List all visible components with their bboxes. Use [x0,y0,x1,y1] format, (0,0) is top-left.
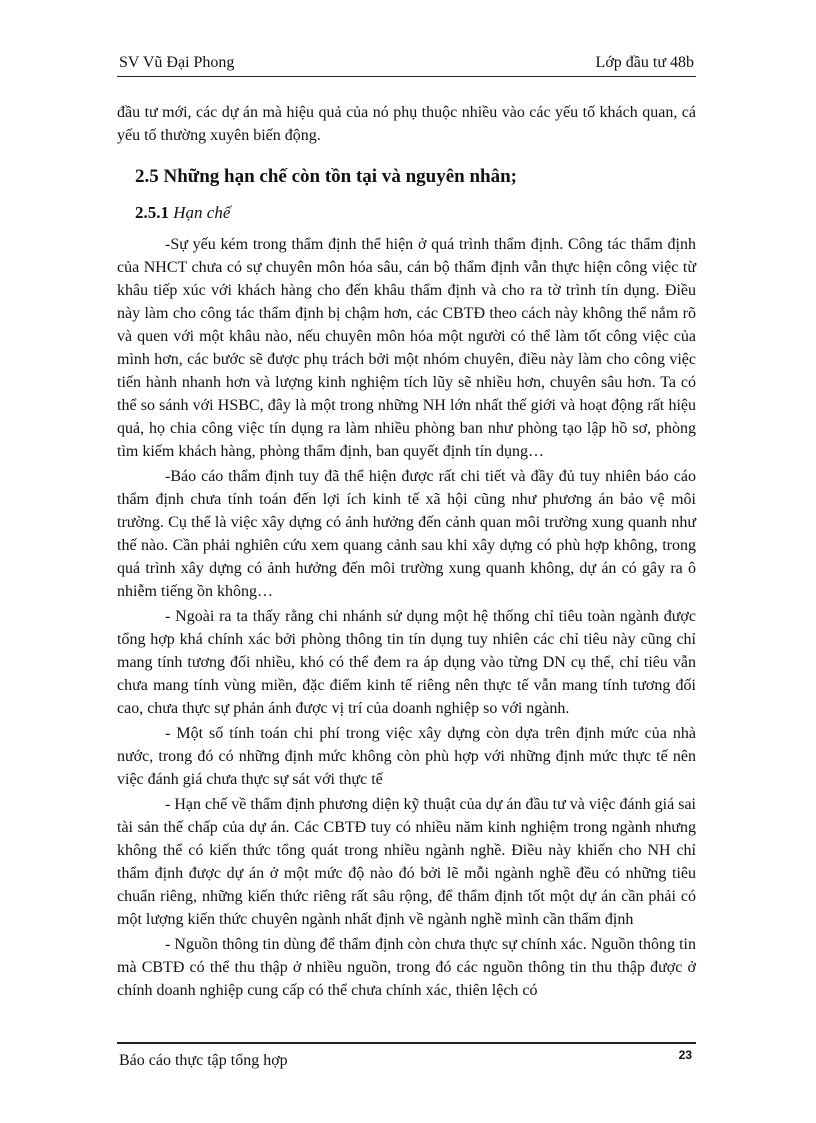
body-paragraph: - Một số tính toán chi phí trong việc xây dựng còn dựa trên định mức của nhà nước, trong đó có những định mức không còn phù hợp với những định mức thực tế nên việc đánh giá chưa thực sự sát với thực tế [117,725,696,788]
body-paragraph: - Nguồn thông tin dùng để thẩm định còn chưa thực sự chính xác. Nguồn thông tin mà CBTĐ có thể thu thập ở nhiều nguồn, trong đó các nguồn thông tin thu thập được ở chính doanh nghiệp cung cấp có thể chưa chính xác, thiên lệch có [117,936,696,999]
subsection-number: 2.5.1 [135,203,169,222]
section-heading: 2.5 Những hạn chế còn tồn tại và nguyên nhân; [135,166,517,187]
page-header [117,52,696,77]
body-paragraph: -Sự yếu kém trong thẩm định thể hiện ở quá trình thẩm định. Công tác thẩm định của NHCT chưa có sự chuyên môn hóa sâu, cán bộ thẩm định vẫn thực hiện công việc từ khâu tiếp xúc với khách hàng cho đến khâu thẩm định và cho ra tờ trình tín dụng. Điều này làm cho công tác thẩm định bị chậm hơn, các CBTĐ theo cách này không thể nắm rõ và quen với một khâu nào, nếu chuyên môn hóa một người có thể làm tốt công việc của mình hơn, các bước sẽ được phụ trách bởi một nhóm chuyên, điều này làm cho công việc tiến hành nhanh hơn và lượng kinh nghiệm tích lũy sẽ nhiều hơn, chuyên sâu hơn. Ta có thể so sánh với HSBC, đây là một trong những NH lớn nhất thế giới và hoạt động rất hiệu quả, họ chia công việc tín dụng ra làm nhiều phòng ban như phòng tạo lập hồ sơ, phòng tìm kiếm khách hàng, phòng thẩm định, ban quyết định tín dụng… [117,236,696,460]
page-number: 23 [678,1048,692,1062]
page-content [117,101,696,1002]
subsection-heading [117,201,696,225]
footer-report-title: Báo cáo thực tập tổng hợp [119,1052,288,1069]
body-paragraph: - Hạn chế về thẩm định phương diện kỹ thuật của dự án đầu tư và việc đánh giá sai tài sản thế chấp của dự án. Các CBTĐ tuy có nhiều năm kinh nghiệm trong ngành nhưng không thể có kiến thức tổng quát trong nhiều ngành nghề. Điều này khiến cho NH chỉ thẩm định được dự án ở một mức độ nào đó bởi lẽ mỗi ngành nghề đều có những tiêu chuẩn riêng, những kiến thức riêng rất sâu rộng, để thẩm định tốt một dự án cần phải có một lượng kiến thức chuyên ngành nhất định về ngành nghề mình cần thẩm định [117,796,696,928]
header-author: SV Vũ Đại Phong [119,54,235,71]
body-paragraph: -Báo cáo thẩm định tuy đã thể hiện được rất chi tiết và đầy đủ tuy nhiên báo cáo thẩm định chưa tính toán đến lợi ích kinh tế xã hội cũng như phương án bảo vệ môi trường. Cụ thể là việc xây dựng có ảnh hưởng đến cảnh quan môi trường xung quanh như thế nào. Cần phải nghiên cứu xem quang cảnh sau khi xây dựng có phù hợp không, trong quá trình xây dựng có ảnh hưởng đến môi trường xung quanh không, dự án có gây ra ô nhiễm tiếng ồn không… [117,468,696,600]
intro-paragraph: đầu tư mới, các dự án mà hiệu quả của nó phụ thuộc nhiều vào các yếu tố khách quan, cá yếu tố thường xuyên biến động. [117,104,696,144]
page-footer [117,1042,696,1072]
body-paragraph: - Ngoài ra ta thấy rằng chi nhánh sử dụng một hệ thống chỉ tiêu toàn ngành được tổng hợp khá chính xác bởi phòng thông tin tín dụng tuy nhiên các chỉ tiêu này cũng chỉ mang tính tương đối nhiều, khó có thể đem ra áp dụng vào từng DN cụ thể, chỉ tiêu vẫn chưa mang tính vùng miền, đặc điểm kinh tế riêng nên thực tế vẫn mang tính tương đối cao, chưa thực sự phản ánh được vị trí của doanh nghiệp so với ngành. [117,608,696,717]
header-class: Lớp đầu tư 48b [595,54,694,71]
subsection-title: Hạn chế [173,203,231,222]
